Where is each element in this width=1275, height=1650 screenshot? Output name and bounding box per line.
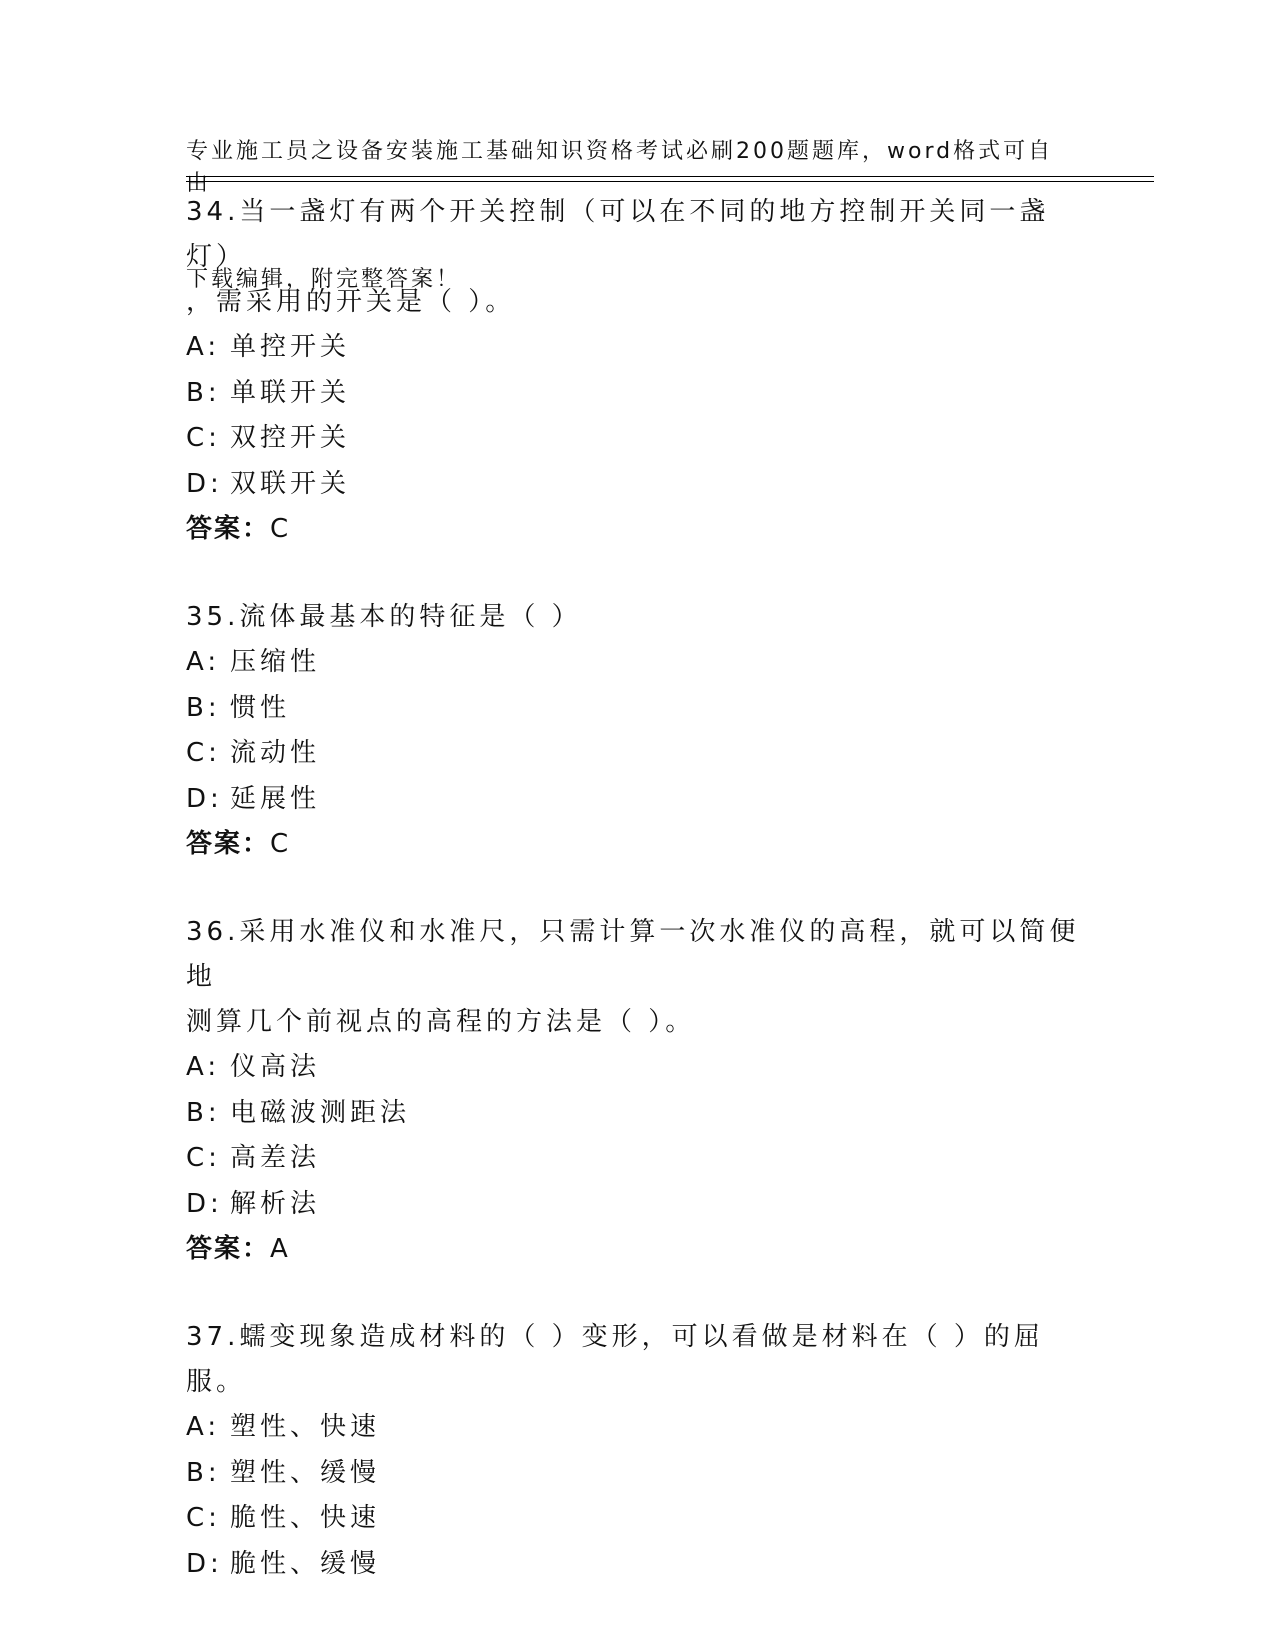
answer-label: 答案： (186, 514, 271, 544)
option-key: C: (186, 1503, 221, 1533)
option-c (186, 1496, 1086, 1542)
option-text: 流动性 (230, 738, 321, 768)
option-b (186, 1451, 1086, 1497)
question-37 (186, 1315, 1086, 1587)
answer-line (186, 1227, 1086, 1272)
answer-value: A (270, 1234, 290, 1264)
answer-value: C (270, 514, 291, 544)
option-text: 仪高法 (230, 1052, 321, 1082)
option-a (186, 1045, 1086, 1091)
option-b (186, 1091, 1086, 1137)
option-d (186, 1542, 1086, 1588)
option-text: 双联开关 (230, 468, 351, 499)
stem-line: ，需采用的开关是（ ）。 (186, 287, 516, 317)
question-stem (186, 190, 1086, 325)
stem-line: 37.蠕变现象造成材料的（ ）变形，可以看做是材料在（ ）的屈服。 (186, 1322, 1044, 1397)
option-key: A: (186, 1052, 221, 1082)
option-key: A: (186, 332, 221, 362)
question-list (186, 190, 1086, 1630)
option-d (186, 462, 1086, 508)
option-key: C: (186, 423, 221, 453)
option-text: 单控开关 (230, 332, 351, 362)
header-divider-bottom (186, 181, 1154, 182)
option-key: D: (186, 1548, 223, 1579)
option-text: 解析法 (230, 1188, 321, 1219)
option-key: C: (186, 738, 221, 768)
option-text: 脆性、快速 (230, 1503, 381, 1533)
answer-value: C (270, 829, 291, 859)
option-text: 压缩性 (230, 647, 321, 677)
option-d (186, 777, 1086, 823)
option-key: B: (186, 377, 221, 408)
question-35 (186, 595, 1086, 867)
stem-line: 35.流体最基本的特征是（ ） (186, 602, 582, 632)
option-text: 电磁波测距法 (230, 1097, 411, 1128)
header-line-1: 专业施工员之设备安装施工基础知识资格考试必刷200题题库，word格式可自由 (186, 139, 1054, 196)
option-text: 单联开关 (230, 377, 351, 408)
option-text: 延展性 (230, 783, 321, 814)
option-key: B: (186, 1457, 221, 1488)
option-d (186, 1182, 1086, 1228)
question-36 (186, 910, 1086, 1272)
option-a (186, 640, 1086, 686)
option-key: C: (186, 1143, 221, 1173)
option-a (186, 325, 1086, 371)
option-text: 高差法 (230, 1143, 321, 1173)
answer-label: 答案： (186, 1234, 271, 1264)
option-c (186, 731, 1086, 777)
option-b (186, 686, 1086, 732)
option-c (186, 416, 1086, 462)
stem-line: 36.采用水准仪和水准尺，只需计算一次水准仪的高程，就可以简便地 (186, 917, 1080, 992)
option-c (186, 1136, 1086, 1182)
option-text: 脆性、缓慢 (230, 1548, 381, 1579)
option-text: 惯性 (230, 692, 291, 723)
option-key: D: (186, 1188, 223, 1219)
option-key: D: (186, 783, 223, 814)
option-text: 双控开关 (230, 423, 351, 453)
question-stem (186, 1315, 1086, 1405)
option-text: 塑性、快速 (230, 1412, 381, 1442)
header-divider-top (186, 176, 1154, 177)
question-34 (186, 190, 1086, 552)
answer-label: 答案： (186, 829, 271, 859)
option-key: A: (186, 1412, 221, 1442)
option-key: B: (186, 692, 221, 723)
option-a (186, 1405, 1086, 1451)
question-stem (186, 910, 1086, 1045)
option-b (186, 371, 1086, 417)
answer-line (186, 507, 1086, 552)
stem-line: 34.当一盏灯有两个开关控制（可以在不同的地方控制开关同一盏灯） (186, 197, 1050, 272)
answer-line (186, 822, 1086, 867)
option-key: A: (186, 647, 221, 677)
header-line-2: 下载编辑，附完整答案！ (186, 267, 462, 292)
option-text: 塑性、缓慢 (230, 1457, 381, 1488)
stem-line: 测算几个前视点的高程的方法是（ ）。 (186, 1007, 696, 1037)
option-key: B: (186, 1097, 221, 1128)
option-key: D: (186, 468, 223, 499)
question-stem (186, 595, 1086, 640)
